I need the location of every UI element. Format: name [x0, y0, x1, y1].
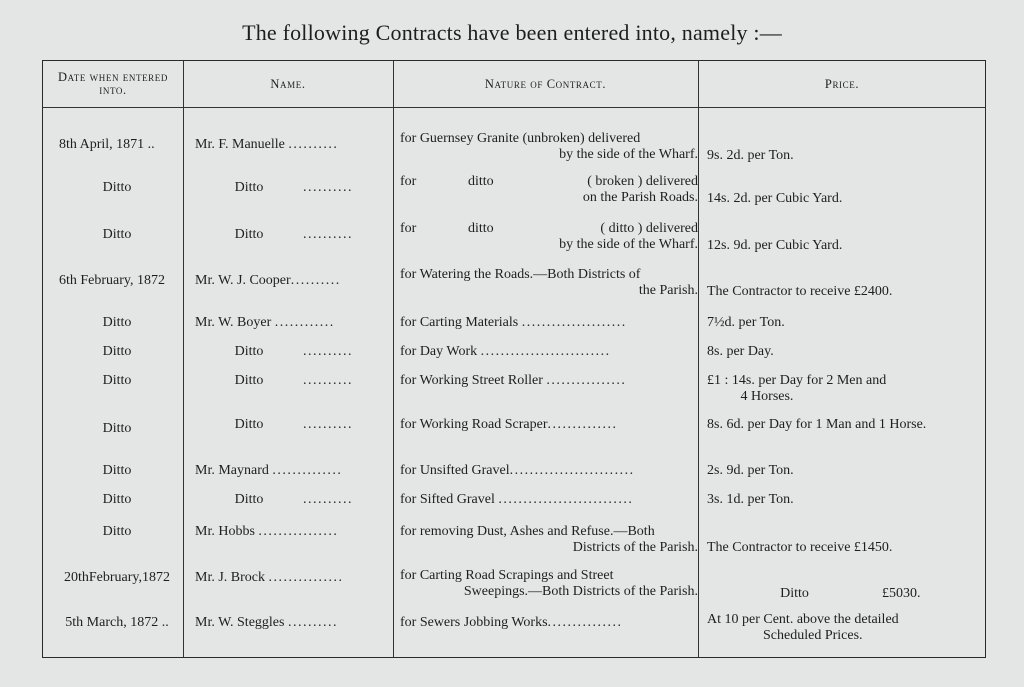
price-cell: 2s. 9d. per Ton.: [707, 463, 794, 478]
price-cell: 14s. 2d. per Cubic Yard.: [707, 191, 843, 206]
date-cell: Ditto: [102, 421, 132, 436]
nature-cell: for removing Dust, Ashes and Refuse.—Both Districts of the Parish.: [400, 524, 698, 555]
nature-cell: for ditto ( ditto ) delivered by the side of the Wharf.: [400, 221, 698, 252]
date-cell: 20thFebruary,1872: [63, 570, 171, 585]
date-cell: Ditto: [102, 524, 132, 539]
date-cell: 6th February, 1872: [59, 273, 166, 288]
date-cell: 5th March, 1872 ..: [65, 615, 169, 630]
price-cell: Ditto £5030.: [780, 586, 921, 601]
price-cell: At 10 per Cent. above the detailed Scheduled Prices.: [707, 612, 899, 643]
date-cell: 8th April, 1871 ..: [59, 137, 155, 152]
price-cell: 12s. 9d. per Cubic Yard.: [707, 238, 843, 253]
price-cell: 7½d. per Ton.: [707, 315, 785, 330]
price-cell: 8s. 6d. per Day for 1 Man and 1 Horse.: [707, 417, 927, 432]
header-price: Price.: [824, 76, 860, 91]
date-cell: Ditto: [102, 463, 132, 478]
name-cell: Ditto ..........: [234, 492, 353, 507]
header-date: Date when entered into.: [58, 70, 168, 97]
nature-cell: for Sifted Gravel ...........................: [400, 492, 634, 507]
name-cell: Mr. W. J. Cooper..........: [195, 273, 341, 288]
name-cell: Ditto ..........: [234, 373, 353, 388]
nature-cell: for ditto ( broken ) delivered on the Parish Roads.: [400, 174, 698, 205]
column-divider: [393, 61, 394, 657]
name-cell: Ditto ..........: [234, 227, 353, 242]
nature-cell: for Working Road Scraper..............: [400, 417, 618, 432]
price-cell: 9s. 2d. per Ton.: [707, 148, 794, 163]
price-cell: The Contractor to receive £1450.: [707, 540, 893, 555]
contracts-table: [42, 60, 986, 658]
date-cell: Ditto: [102, 344, 132, 359]
nature-cell: for Sewers Jobbing Works...............: [400, 615, 623, 630]
date-cell: Ditto: [102, 492, 132, 507]
date-cell: Ditto: [102, 180, 132, 195]
nature-cell: for Working Street Roller ................: [400, 373, 627, 388]
name-cell: Ditto ..........: [234, 344, 353, 359]
date-cell: Ditto: [102, 373, 132, 388]
date-cell: Ditto: [102, 315, 132, 330]
nature-cell: for Carting Materials .....................: [400, 315, 627, 330]
nature-cell: for Watering the Roads.—Both Districts of the Parish.: [400, 267, 698, 298]
nature-cell: for Guernsey Granite (unbroken) delivered by the side of the Wharf.: [400, 131, 698, 162]
header-name: Name.: [270, 76, 306, 91]
name-cell: Mr. W. Boyer ............: [195, 315, 335, 330]
name-cell: Ditto ..........: [234, 180, 353, 195]
price-cell: £1 : 14s. per Day for 2 Men and 4 Horses.: [707, 373, 887, 404]
name-cell: Ditto ..........: [234, 417, 353, 432]
name-cell: Mr. Maynard ..............: [195, 463, 343, 478]
nature-cell: for Unsifted Gravel.........................: [400, 463, 635, 478]
price-cell: The Contractor to receive £2400.: [707, 284, 893, 299]
name-cell: Mr. F. Manuelle ..........: [195, 137, 339, 152]
header-nature: Nature of Contract.: [484, 76, 607, 91]
name-cell: Mr. Hobbs ................: [195, 524, 339, 539]
name-cell: Mr. W. Steggles ..........: [195, 615, 338, 630]
nature-cell: for Day Work ..........................: [400, 344, 611, 359]
price-cell: 3s. 1d. per Ton.: [707, 492, 794, 507]
date-cell: Ditto: [102, 227, 132, 242]
price-cell: 8s. per Day.: [707, 344, 774, 359]
header-divider: [43, 107, 985, 108]
column-divider: [698, 61, 699, 657]
nature-cell: for Carting Road Scrapings and Street Sweepings.—Both Districts of the Parish.: [400, 568, 698, 599]
name-cell: Mr. J. Brock ...............: [195, 570, 344, 585]
page-heading: The following Contracts have been entered into, namely :—: [242, 20, 782, 45]
